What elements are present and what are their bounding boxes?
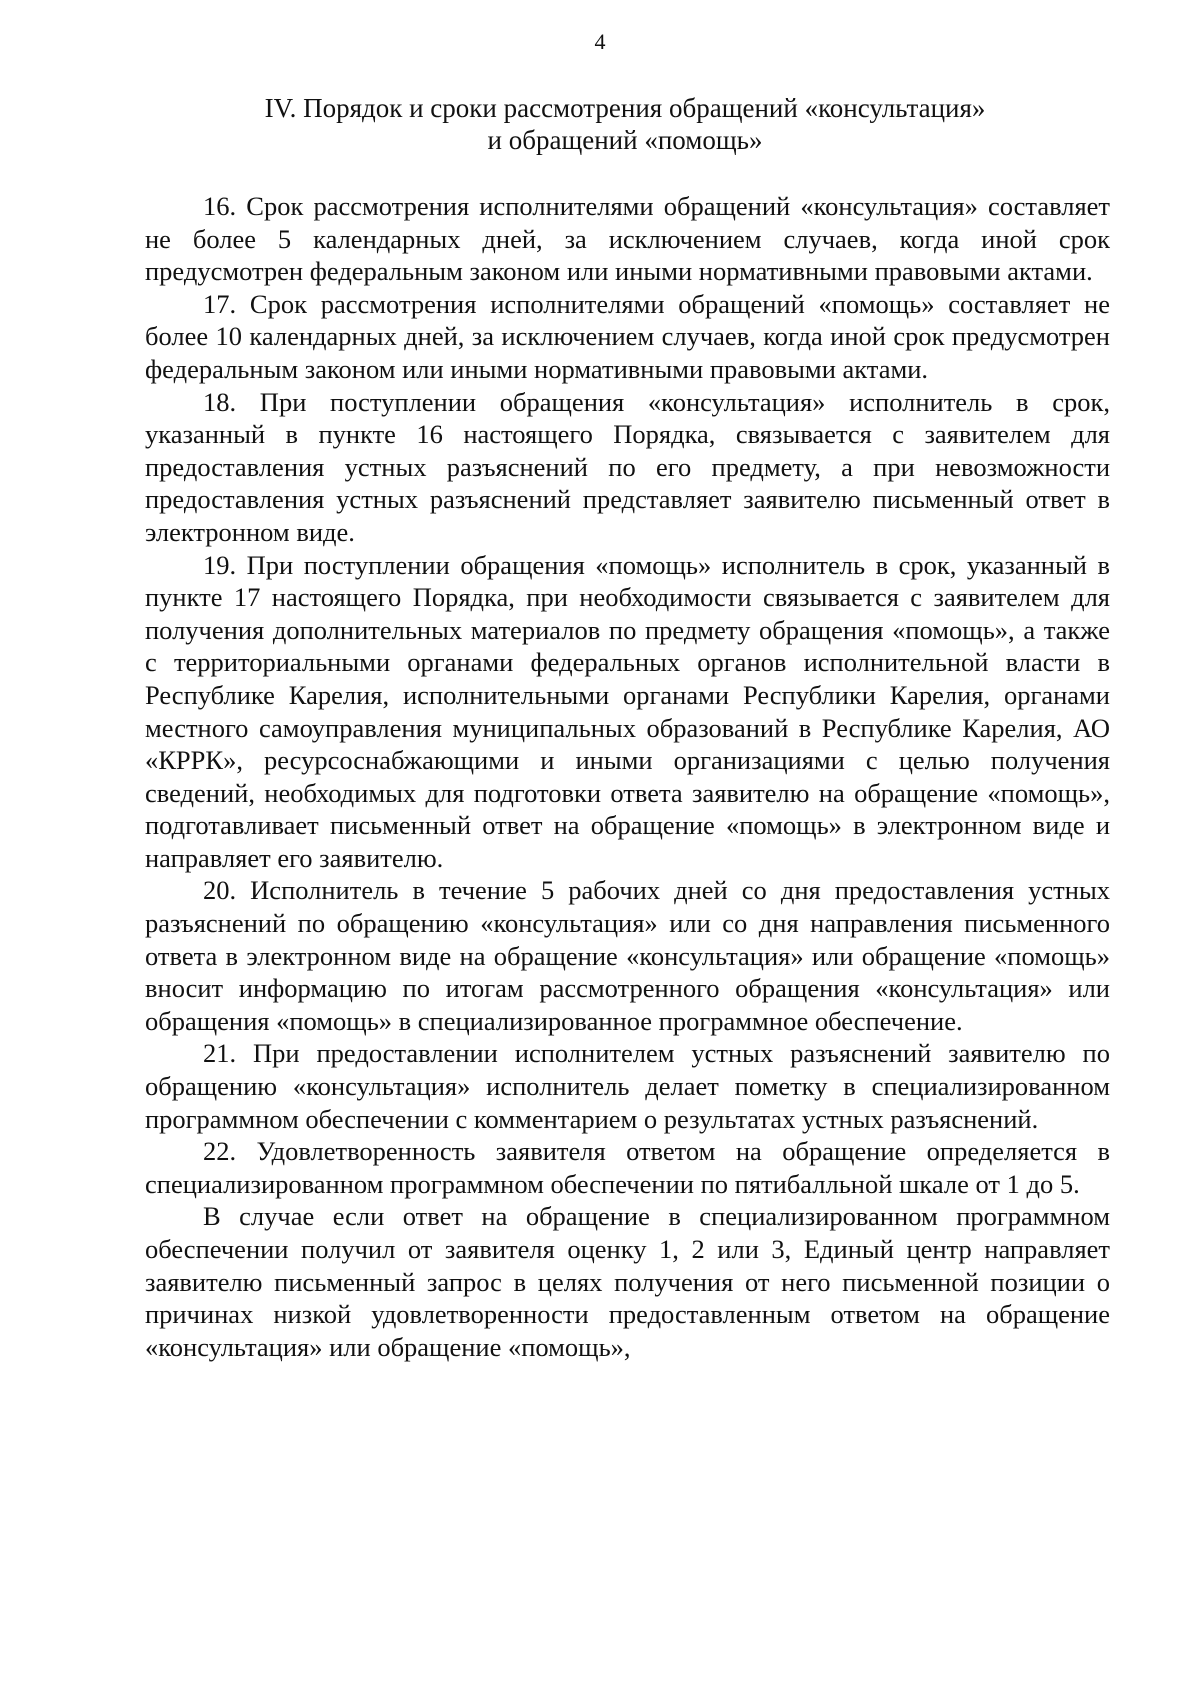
paragraph-17: 17. Срок рассмотрения исполнителями обращений «помощь» составляет не более 10 календарных дней, за исключением случаев, когда иной срок предусмотрен федеральным законом или иными нормативными правовыми актами. (145, 288, 1110, 384)
paragraph-18: 18. При поступлении обращения «консультация» исполнитель в срок, указанный в пункте 16 настоящего Порядка, связывается с заявителем для предоставления устных разъяснений по его предмету, а при невозможности предоставления устных разъяснений представляет заявителю письменный ответ в электронном виде. (145, 386, 1110, 547)
paragraph-21: 21. При предоставлении исполнителем устных разъяснений заявителю по обращению «консультация» исполнитель делает пометку в специализированном программном обеспечении с комментарием о результатах устных разъяснений. (145, 1038, 1110, 1134)
page-number: 4 (594, 29, 606, 54)
paragraph-22: 22. Удовлетворенность заявителя ответом на обращение определяется в специализированном программном обеспечении по пятибалльной шкале от 1 до 5. (145, 1136, 1110, 1199)
paragraph-22-continuation: В случае если ответ на обращение в специализированном программном обеспечении получил от заявителя оценку 1, 2 или 3, Единый центр направляет заявителю письменный запрос в целях получения от него письменной позиции о причинах низкой удовлетворенности предоставленным ответом на обращение «консультация» или обращение «помощь», (145, 1201, 1110, 1362)
section-title (145, 92, 1105, 156)
section-title-line-2: и обращений «помощь» (487, 125, 763, 155)
document-body (145, 190, 1110, 1363)
paragraph-19: 19. При поступлении обращения «помощь» исполнитель в срок, указанный в пункте 17 настоящего Порядка, при необходимости связывается с заявителем для получения дополнительных материалов по предмету обращения «помощь», а также с территориальными органами федеральных органов исполнительной власти в Республике Карелия, исполнительными органами Республики Карелия, органами местного самоуправления муниципальных образований в Республике Карелия, АО «КРРК», ресурсоснабжающими и иными организациями с целью получения сведений, необходимых для подготовки ответа заявителю на обращение «помощь», подготавливает письменный ответ на обращение «помощь» в электронном виде и направляет его заявителю. (145, 549, 1110, 873)
paragraph-20: 20. Исполнитель в течение 5 рабочих дней со дня предоставления устных разъяснений по обращению «консультация» или со дня направления письменного ответа в электронном виде на обращение «консультация» или обращение «помощь» вносит информацию по итогам рассмотренного обращения «консультация» или обращения «помощь» в специализированное программное обеспечение. (145, 875, 1110, 1036)
paragraph-16: 16. Срок рассмотрения исполнителями обращений «консультация» составляет не более 5 календарных дней, за исключением случаев, когда иной срок предусмотрен федеральным законом или иными нормативными правовыми актами. (145, 191, 1110, 287)
section-title-line-1: IV. Порядок и сроки рассмотрения обращений «консультация» (264, 93, 986, 123)
